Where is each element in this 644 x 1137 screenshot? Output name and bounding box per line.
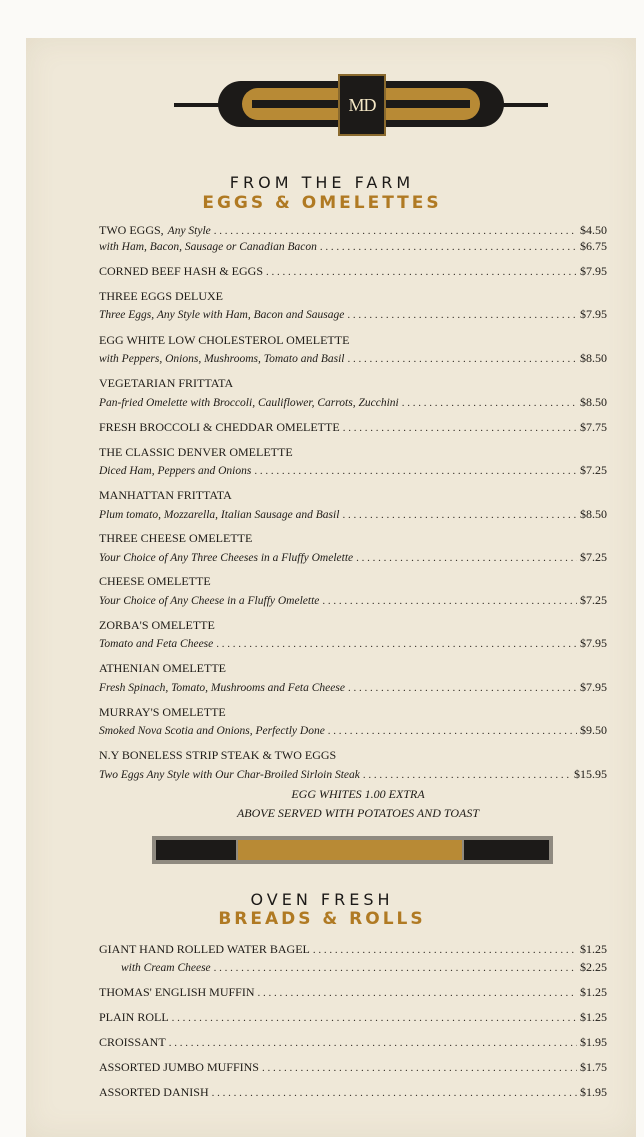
item-name: TWO EGGS,	[99, 223, 164, 237]
menu-item	[99, 1010, 607, 1028]
item-price: $1.25	[580, 942, 607, 956]
item-price: $7.25	[580, 593, 607, 607]
item-price: $4.50	[580, 223, 607, 237]
menu-item	[99, 636, 607, 654]
item-desc: with Ham, Bacon, Sausage or Canadian Bacon	[99, 241, 317, 253]
menu-item	[99, 395, 607, 413]
section-divider	[152, 836, 553, 864]
menu-item	[99, 593, 607, 611]
menu-item	[99, 680, 607, 698]
item-name: CORNED BEEF HASH & EGGS	[99, 264, 264, 278]
item-name: THOMAS' ENGLISH MUFFIN	[99, 985, 255, 999]
item-price: $7.75	[580, 420, 607, 434]
item-price: $7.95	[580, 264, 607, 278]
item-price: $1.25	[580, 1010, 607, 1024]
item-price: $1.95	[580, 1085, 607, 1099]
item-name: THREE CHEESE OMELETTE	[99, 531, 253, 545]
menu-item	[99, 723, 607, 741]
menu-item	[99, 221, 607, 239]
item-price: $9.50	[580, 723, 607, 737]
item-desc: Fresh Spinach, Tomato, Mushrooms and Feta Cheese	[99, 682, 345, 694]
menu-item	[99, 463, 607, 481]
item-desc: Pan-fried Omelette with Broccoli, Cauliflower, Carrots, Zucchini	[99, 397, 399, 409]
item-name: EGG WHITE LOW CHOLESTEROL OMELETTE	[99, 333, 350, 347]
menu-item	[99, 1035, 607, 1053]
item-price: $15.95	[574, 767, 607, 781]
menu-note: EGG WHITES 1.00 EXTRA	[291, 787, 425, 801]
item-price: $2.25	[580, 960, 607, 974]
item-name: N.Y BONELESS STRIP STEAK & TWO EGGS	[99, 748, 337, 762]
section-subtitle: OVEN FRESH	[250, 890, 394, 909]
section-title: BREADS & ROLLS	[218, 909, 426, 929]
item-name: PLAIN ROLL	[99, 1010, 169, 1024]
menu-item	[99, 307, 607, 325]
menu-item	[99, 264, 607, 282]
menu-item	[99, 942, 607, 960]
item-name: MANHATTAN FRITTATA	[99, 488, 232, 502]
menu-item	[99, 351, 607, 369]
item-name: ASSORTED JUMBO MUFFINS	[99, 1060, 259, 1074]
md-logo	[174, 74, 548, 138]
item-price: $1.95	[580, 1035, 607, 1049]
item-desc: Three Eggs, Any Style with Ham, Bacon and Sausage	[99, 309, 345, 321]
section-title: EGGS & OMELETTES	[202, 193, 442, 213]
item-price: $7.25	[580, 463, 607, 477]
item-desc: Tomato and Feta Cheese	[99, 638, 214, 650]
item-price: $8.50	[580, 395, 607, 409]
section-subtitle: FROM THE FARM	[229, 173, 415, 192]
item-name: CHEESE OMELETTE	[99, 574, 211, 588]
item-price: $8.50	[580, 351, 607, 365]
item-price: $7.95	[580, 636, 607, 650]
item-desc: Diced Ham, Peppers and Onions	[99, 465, 252, 477]
item-name: ASSORTED DANISH	[99, 1085, 209, 1099]
menu-item	[99, 550, 607, 568]
menu-item	[99, 767, 607, 785]
item-name: ATHENIAN OMELETTE	[99, 661, 226, 675]
item-price: $7.95	[580, 307, 607, 321]
menu-item	[99, 985, 607, 1003]
item-desc: Your Choice of Any Three Cheeses in a Fluffy Omelette	[99, 552, 354, 564]
item-desc: Two Eggs Any Style with Our Char-Broiled Sirloin Steak	[99, 769, 360, 781]
logo-monogram: MD	[338, 74, 386, 136]
menu-item-variant	[99, 239, 607, 257]
item-desc: with Peppers, Onions, Mushrooms, Tomato and Basil	[99, 353, 345, 365]
menu-item-variant	[121, 960, 607, 978]
item-name: CROISSANT	[99, 1035, 166, 1049]
item-name: VEGETARIAN FRITTATA	[99, 376, 234, 390]
item-desc: Plum tomato, Mozzarella, Italian Sausage and Basil	[99, 509, 340, 521]
item-desc: Your Choice of Any Cheese in a Fluffy Omelette	[99, 595, 320, 607]
item-name: MURRAY'S OMELETTE	[99, 705, 226, 719]
item-price: $7.25	[580, 550, 607, 564]
menu-item	[99, 507, 607, 525]
item-price: $1.75	[580, 1060, 607, 1074]
item-desc: with Cream Cheese	[121, 962, 211, 974]
item-name: GIANT HAND ROLLED WATER BAGEL	[99, 942, 310, 956]
menu-item	[99, 1085, 607, 1103]
item-price: $8.50	[580, 507, 607, 521]
item-desc: Any Style	[167, 225, 211, 237]
item-price: $6.75	[580, 239, 607, 253]
item-desc: Smoked Nova Scotia and Onions, Perfectly Done	[99, 725, 325, 737]
item-name: THE CLASSIC DENVER OMELETTE	[99, 445, 293, 459]
item-name: ZORBA'S OMELETTE	[99, 618, 215, 632]
item-name: FRESH BROCCOLI & CHEDDAR OMELETTE	[99, 420, 340, 434]
item-name: THREE EGGS DELUXE	[99, 289, 223, 303]
menu-item	[99, 1060, 607, 1078]
menu-note: ABOVE SERVED WITH POTATOES AND TOAST	[236, 806, 480, 820]
item-price: $1.25	[580, 985, 607, 999]
item-price: $7.95	[580, 680, 607, 694]
menu-item	[99, 420, 607, 438]
